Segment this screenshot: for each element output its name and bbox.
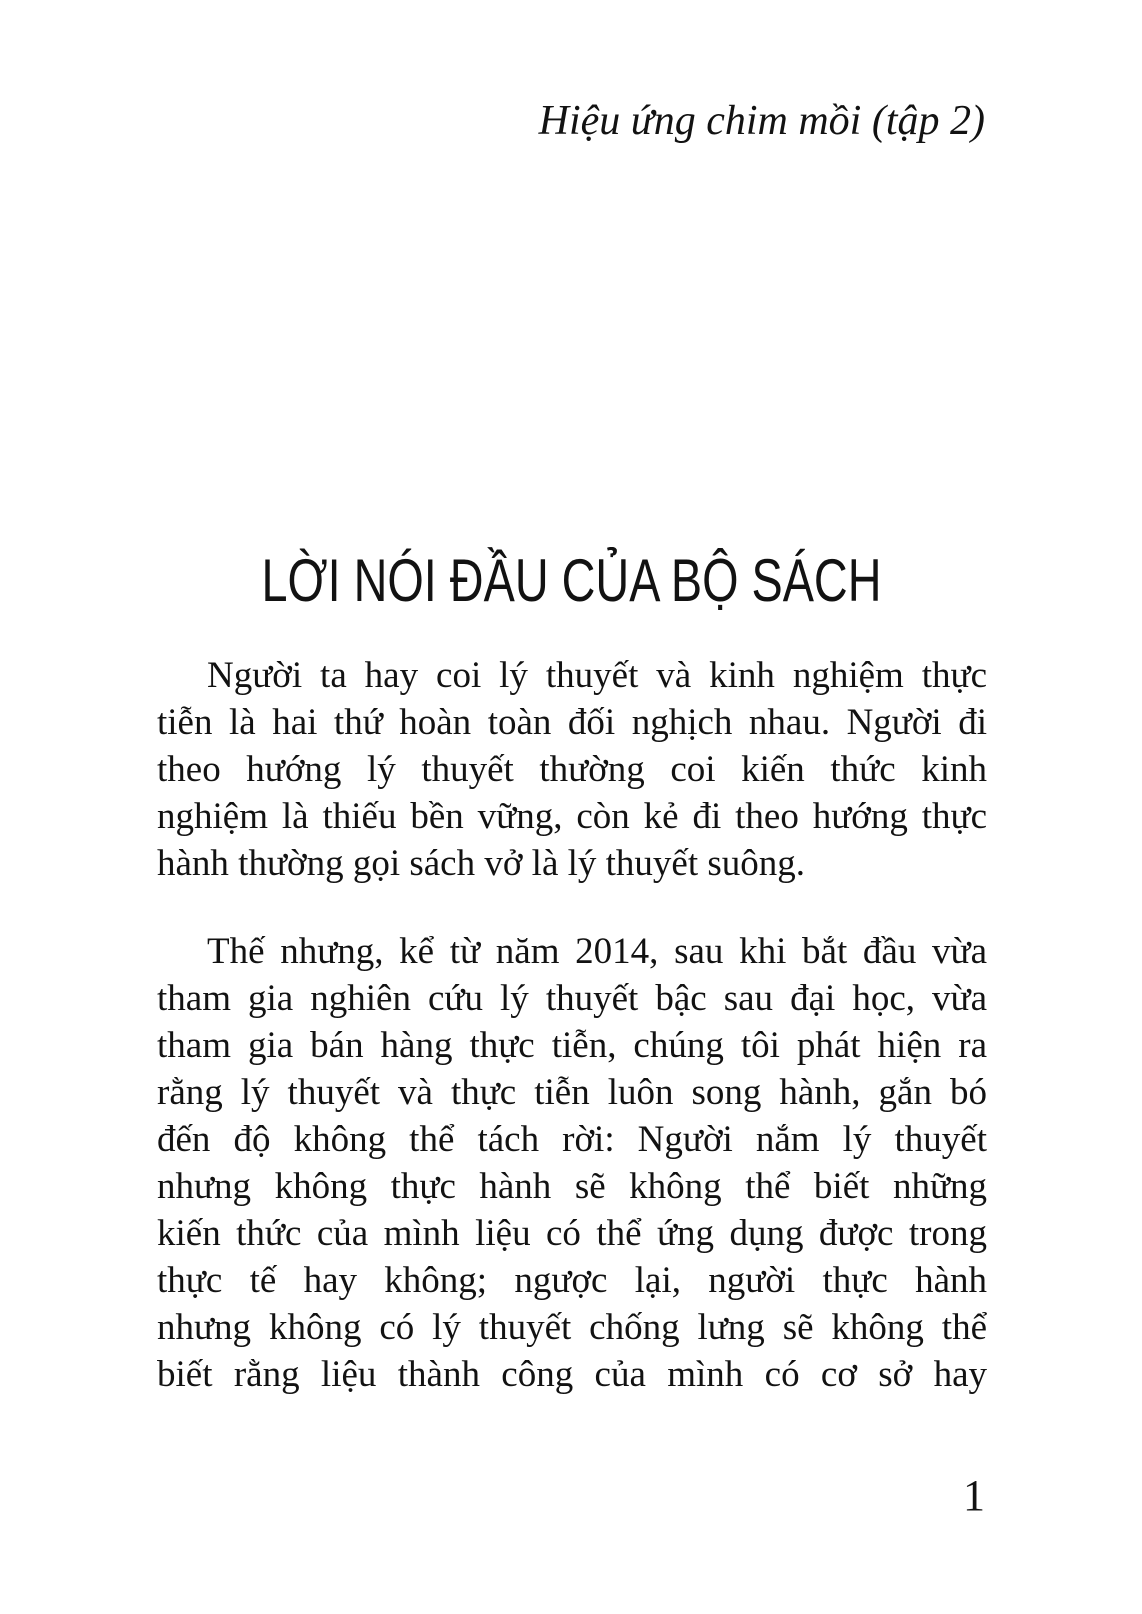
chapter-title — [0, 546, 1142, 615]
text-line: tham gia bán hàng thực tiễn, chúng tôi phát hiện ra — [157, 1025, 987, 1066]
text-line: nhưng không thực hành sẽ không thể biết những — [157, 1166, 987, 1207]
paragraph — [157, 652, 987, 887]
body-paragraphs — [157, 652, 987, 1398]
paragraph — [157, 928, 987, 1398]
text-line: Thế nhưng, kể từ năm 2014, sau khi bắt đầu vừa — [207, 931, 987, 972]
text-line: Người ta hay coi lý thuyết và kinh nghiệm thực — [207, 655, 987, 696]
text-line: nhưng không có lý thuyết chống lưng sẽ không thể — [157, 1307, 987, 1348]
text-line: thực tế hay không; ngược lại, người thực hành — [157, 1260, 987, 1301]
text-line: theo hướng lý thuyết thường coi kiến thức kinh — [157, 749, 987, 790]
text-line: tham gia nghiên cứu lý thuyết bậc sau đại học, vừa — [157, 978, 987, 1019]
page-number: 1 — [963, 1471, 985, 1520]
text-line: rằng lý thuyết và thực tiễn luôn song hành, gắn bó — [157, 1072, 987, 1113]
running-head: Hiệu ứng chim mồi (tập 2) — [538, 98, 985, 144]
chapter-title-text: LỜI NÓI ĐẦU CỦA BỘ SÁCH — [260, 547, 882, 614]
text-line: kiến thức của mình liệu có thể ứng dụng được trong — [157, 1213, 987, 1254]
text-line: tiễn là hai thứ hoàn toàn đối nghịch nhau. Người đi — [157, 702, 987, 743]
text-line: hành thường gọi sách vở là lý thuyết suông. — [157, 843, 806, 884]
text-line: nghiệm là thiếu bền vững, còn kẻ đi theo hướng thực — [157, 796, 987, 837]
text-line: đến độ không thể tách rời: Người nắm lý thuyết — [157, 1119, 987, 1160]
text-line: biết rằng liệu thành công của mình có cơ sở hay — [157, 1354, 987, 1395]
